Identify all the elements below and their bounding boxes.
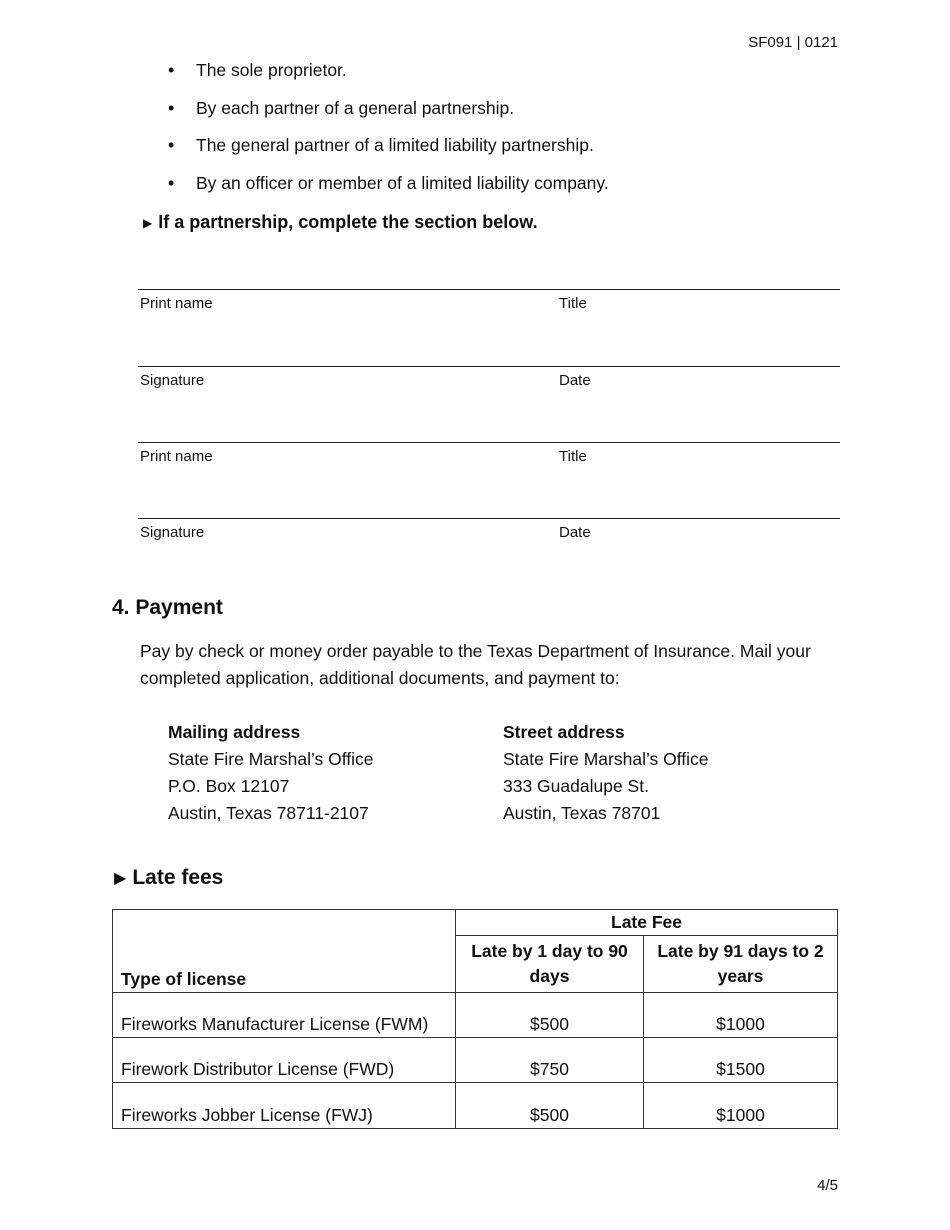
street-address-title: Street address <box>503 722 625 742</box>
partnership-instruction <box>143 212 538 233</box>
mailing-address-line: Austin, Texas 78711-2107 <box>168 803 369 823</box>
fee-cell: $750 <box>456 1038 644 1083</box>
triangle-right-icon: ▶ <box>143 215 153 230</box>
table-row <box>113 1083 838 1129</box>
signature-label: Signature <box>140 524 205 541</box>
partnership-instruction-text: If a partnership, complete the section below. <box>158 212 538 232</box>
title-label: Title <box>559 295 587 312</box>
date-label: Date <box>559 524 591 541</box>
late-fees-heading <box>114 866 223 890</box>
bullet-list <box>150 52 609 202</box>
list-item: • By an officer or member of a limited liability company. <box>150 165 609 203</box>
fee-cell: $1000 <box>644 993 838 1038</box>
mailing-address-line: P.O. Box 12107 <box>168 776 290 796</box>
license-type-cell: Fireworks Jobber License (FWJ) <box>113 1083 456 1129</box>
late-fees-heading-text: Late fees <box>132 866 224 889</box>
fee-cell: $500 <box>456 1083 644 1129</box>
col-late-91-2y-header: Late by 91 days to 2 years <box>644 936 838 993</box>
triangle-right-icon: ▶ <box>114 870 127 887</box>
signature-line[interactable] <box>138 366 840 397</box>
street-address-line: 333 Guadalupe St. <box>503 776 649 796</box>
page-number: 4/5 <box>817 1177 838 1194</box>
list-item: • By each partner of a general partnership. <box>150 90 609 128</box>
license-type-cell: Fireworks Manufacturer License (FWM) <box>113 993 456 1038</box>
signature-line[interactable] <box>138 442 840 473</box>
col-late-1-90-header: Late by 1 day to 90 days <box>456 936 644 993</box>
list-item: • The general partner of a limited liability partnership. <box>150 127 609 165</box>
date-label: Date <box>559 372 591 389</box>
street-address <box>503 719 709 827</box>
mailing-address-title: Mailing address <box>168 722 301 742</box>
form-id: SF091 | 0121 <box>748 34 838 51</box>
mailing-address-line: State Fire Marshal’s Office <box>168 749 374 769</box>
print-name-label: Print name <box>140 448 213 465</box>
list-item: • The sole proprietor. <box>150 52 609 90</box>
license-type-cell: Firework Distributor License (FWD) <box>113 1038 456 1083</box>
payment-text: Pay by check or money order payable to the Texas Department of Insurance. Mail your completed application, additional documents, and payment to: <box>140 641 811 688</box>
signature-label: Signature <box>140 372 205 389</box>
col-type-header: Type of license <box>113 910 456 993</box>
late-fees-table <box>112 909 838 1129</box>
late-fee-group-header: Late Fee <box>456 910 838 936</box>
title-label: Title <box>559 448 587 465</box>
signature-line[interactable] <box>138 289 840 320</box>
fee-cell: $500 <box>456 993 644 1038</box>
table-row <box>113 1038 838 1083</box>
print-name-label: Print name <box>140 295 213 312</box>
signature-line[interactable] <box>138 518 840 549</box>
payment-heading: 4. Payment <box>112 596 223 619</box>
mailing-address <box>168 719 374 827</box>
street-address-line: State Fire Marshal’s Office <box>503 749 709 769</box>
fee-cell: $1000 <box>644 1083 838 1129</box>
street-address-line: Austin, Texas 78701 <box>503 803 661 823</box>
fee-cell: $1500 <box>644 1038 838 1083</box>
table-row <box>113 993 838 1038</box>
